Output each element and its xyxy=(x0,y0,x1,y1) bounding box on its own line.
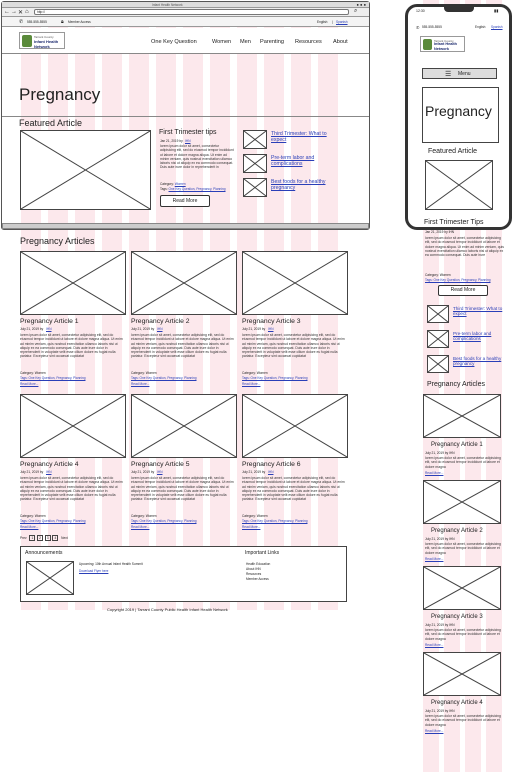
mobile-article-date: July 21, 2019 by IHN xyxy=(425,537,455,541)
phone-number[interactable]: 555-555-5555 xyxy=(27,20,47,24)
article-title[interactable]: Pregnancy Article 6 xyxy=(242,461,301,468)
mobile-article-body: lorem ipsum dolor sit amet, consectetur adipisicing elit, sed do eiusmod tempor incididunt ut labore et dolore magna xyxy=(425,456,501,469)
important-link-member-access[interactable]: Member Access xyxy=(246,577,269,581)
article-card xyxy=(131,394,237,530)
article-image xyxy=(242,251,348,315)
side-thumb-1 xyxy=(243,130,267,149)
read-more-label: Read More xyxy=(172,198,198,204)
article-category: Category: Women xyxy=(20,514,46,518)
mobile-lang-english[interactable]: English xyxy=(475,25,486,29)
article-tags[interactable]: Tags: One Key Question, Pregnancy, Planning xyxy=(242,376,308,380)
featured-date: Jan 21, 2019 by xyxy=(160,139,183,143)
article-card xyxy=(242,251,348,387)
mobile-article-body: lorem ipsum dolor sit amet, consectetur adipisicing elit, sed do eiusmod tempor incididunt ut labore et dolore magna xyxy=(425,628,501,641)
nav-about[interactable]: About xyxy=(333,39,348,45)
nav-men[interactable]: Men xyxy=(240,39,251,45)
mobile-article-read-more[interactable]: Read More... xyxy=(425,643,444,647)
logo-mark-icon xyxy=(22,35,32,47)
side-thumb-2 xyxy=(243,154,267,173)
article-date: July 21, 2019 by xyxy=(242,327,266,331)
mobile-article-card xyxy=(423,480,503,564)
mobile-side-thumb-1 xyxy=(427,305,449,323)
lang-english[interactable]: English xyxy=(317,20,328,24)
mobile-logo-line3: Network xyxy=(434,47,449,51)
browser-title: Infant Health Network xyxy=(152,3,183,7)
mobile-read-more-button[interactable] xyxy=(438,285,488,296)
article-date: July 21, 2019 by xyxy=(20,470,44,474)
article-tags[interactable]: Tags: One Key Question, Pregnancy, Planning xyxy=(20,519,86,523)
mobile-articles-heading: Pregnancy Articles xyxy=(427,381,485,388)
article-author[interactable]: IHN xyxy=(268,470,274,474)
status-time: 12:30 xyxy=(416,9,425,13)
article-body: lorem ipsum dolor sit amet, consectetur adipisicing elit, sed do eiusmod tempor incididunt ut labore et dolore magna aliqua. Ut enim ad minim veniam, quis nostrud exercitation ullamco laboris nisi ut aliquip ex ea commodo consequat. Duis aute irure dolor in reprehenderit in voluptate velit esse cillum dolore eu fugiat nulla pariatur. Excepteur sint occaecat cupidatat xyxy=(131,476,234,502)
article-card xyxy=(131,251,237,387)
article-image xyxy=(131,394,237,458)
mobile-article-date: July 21, 2019 by IHN xyxy=(425,623,455,627)
article-card xyxy=(242,394,348,530)
site-logo[interactable] xyxy=(19,32,65,49)
member-access-link[interactable]: Member Access xyxy=(68,20,91,24)
article-tags[interactable]: Tags: One Key Question, Pregnancy, Planning xyxy=(20,376,86,380)
article-read-more[interactable]: Read More... xyxy=(242,525,261,529)
mobile-hero xyxy=(422,87,499,143)
pagination-prev[interactable]: Prev xyxy=(20,536,27,540)
article-image xyxy=(131,251,237,315)
mobile-article-image xyxy=(423,652,501,696)
footer-panel xyxy=(20,546,347,602)
article-tags[interactable]: Tags: One Key Question, Pregnancy, Planning xyxy=(242,519,308,523)
mobile-first-category: Category: Women xyxy=(425,273,451,277)
article-author[interactable]: IHN xyxy=(157,470,163,474)
important-link-about[interactable]: About IHN xyxy=(246,567,261,571)
nav-one-key-question[interactable]: One Key Question xyxy=(151,39,197,45)
nav-resources[interactable]: Resources xyxy=(295,39,322,45)
article-read-more[interactable]: Read More... xyxy=(131,382,150,386)
article-author[interactable]: IHN xyxy=(268,327,274,331)
pagination-page-4[interactable]: 4 xyxy=(54,536,57,540)
lang-separator: | xyxy=(332,20,333,24)
home-icon[interactable]: ⌂ xyxy=(25,9,29,15)
mobile-side-link-2[interactable]: Pre-term labor and complications xyxy=(453,331,492,342)
article-date: July 21, 2019 by xyxy=(20,327,44,331)
mobile-side-thumb-3 xyxy=(427,355,449,373)
mobile-article-read-more[interactable]: Read More... xyxy=(425,557,444,561)
pagination-page-2[interactable]: 2 xyxy=(39,536,41,540)
lock-icon: 🔒︎ xyxy=(61,19,64,25)
featured-author[interactable]: IHN xyxy=(185,139,191,143)
article-read-more[interactable]: Read More... xyxy=(20,382,39,386)
important-links-heading: Important Links xyxy=(245,550,280,556)
address-bar[interactable] xyxy=(34,9,349,15)
article-title[interactable]: Pregnancy Article 4 xyxy=(20,461,79,468)
logo-line2: Infant Health xyxy=(34,39,59,44)
mobile-page-title: Pregnancy xyxy=(425,103,492,119)
article-author[interactable]: IHN xyxy=(157,327,163,331)
side-thumb-3 xyxy=(243,178,267,197)
article-body: lorem ipsum dolor sit amet, consectetur adipisicing elit, sed do eiusmod tempor incididunt ut labore et dolore magna aliqua. Ut enim ad minim veniam, quis nostrud exercitation ullamco laboris nisi ut aliquip ex ea commodo consequat. Duis aute irure dolor in reprehenderit in voluptate velit esse cillum dolore eu fugiat nulla pariatur. Excepteur sint occaecat cupidatat xyxy=(20,476,123,502)
important-link-resources[interactable]: Resources xyxy=(246,572,262,576)
article-image xyxy=(20,394,126,458)
menu-label: Menu xyxy=(458,71,471,77)
mobile-article-card xyxy=(423,394,503,478)
article-category: Category: Women xyxy=(242,514,268,518)
mobile-side-link-3[interactable]: Best foods for a healthy pregnancy xyxy=(453,356,502,367)
horizontal-scrollbar[interactable] xyxy=(2,223,369,229)
article-date: July 21, 2019 by xyxy=(242,470,266,474)
article-category: Category: Women xyxy=(20,371,46,375)
article-title[interactable]: Pregnancy Article 2 xyxy=(131,318,190,325)
mobile-featured-image xyxy=(425,160,493,210)
article-body: lorem ipsum dolor sit amet, consectetur adipisicing elit, sed do eiusmod tempor incididunt ut labore et dolore magna aliqua. Ut enim ad minim veniam, quis nostrud exercitation ullamco laboris nisi ut aliquip ex ea commodo consequat. Duis aute irure dolor in reprehenderit in voluptate velit esse cillum dolore eu fugiat nulla pariatur. Excepteur sint occaecat cupidatat xyxy=(131,333,234,359)
utility-bar xyxy=(2,17,369,27)
article-tags[interactable]: Tags: One Key Question, Pregnancy, Planning xyxy=(131,376,197,380)
featured-category-label: Category: xyxy=(160,182,174,186)
announcement-image xyxy=(26,561,74,595)
article-tags[interactable]: Tags: One Key Question, Pregnancy, Planning xyxy=(131,519,197,523)
article-date: July 21, 2019 by xyxy=(131,327,155,331)
nav-women[interactable]: Women xyxy=(212,39,232,45)
phone-icon: ✆ xyxy=(19,19,24,25)
mobile-logo-line2: Infant Health xyxy=(434,42,457,46)
article-category: Category: Women xyxy=(131,371,157,375)
logo-line3: Network xyxy=(34,44,50,49)
battery-icon: ▮▮ xyxy=(494,8,499,13)
phone-notch xyxy=(444,6,474,12)
window-dots-icon[interactable]: ● ● ● xyxy=(356,2,366,7)
article-card xyxy=(20,394,126,530)
mobile-article-title[interactable]: Pregnancy Article 1 xyxy=(431,442,483,448)
mobile-first-date: Jan 21, 2019 by IHN xyxy=(425,230,455,234)
article-author[interactable]: IHN xyxy=(46,327,52,331)
hamburger-icon: ☰ xyxy=(445,71,452,78)
copyright: Copyright 2019 | Tarrant County Public Health Infant Health Network xyxy=(107,607,228,612)
pagination-page-1[interactable]: 1 xyxy=(31,536,34,540)
site-header xyxy=(2,28,369,54)
lang-spanish[interactable]: Spanish xyxy=(336,20,348,24)
pagination-page-3[interactable]: 3 xyxy=(46,536,49,540)
back-icon[interactable]: ← xyxy=(4,9,10,15)
mobile-utility-bar xyxy=(412,24,507,32)
phone-frame xyxy=(405,4,512,230)
side-link-3[interactable]: Best foods for a healthy pregnancy xyxy=(271,179,326,191)
mobile-side-link-1[interactable]: Third Trimester: What to expect xyxy=(453,306,503,317)
featured-tags-links[interactable]: One Key Question, Pregnancy, Planning xyxy=(168,187,226,191)
article-title[interactable]: Pregnancy Article 1 xyxy=(20,318,79,325)
mobile-article-title[interactable]: Pregnancy Article 2 xyxy=(431,528,483,534)
article-card xyxy=(20,251,126,387)
mobile-phone-number[interactable]: 555-555-5555 xyxy=(422,25,442,29)
featured-category-link[interactable]: Women xyxy=(174,182,186,186)
featured-body: lorem ipsum dolor sit amet, consectetur adipisicing elit, sed do eiusmod tempor incididunt ut labore et dolore magna aliqua. Ut enim ad minim veniam, quis nostrud exercitation ullamco laboris nisi ut aliquip ex ea commodo consequat. Duis aute irure dolor in reprehenderit in xyxy=(160,144,234,170)
mobile-logo-line1: Tarrant County xyxy=(434,39,454,43)
article-title[interactable]: Pregnancy Article 5 xyxy=(131,461,190,468)
mobile-featured-heading: Featured Article xyxy=(428,148,478,155)
featured-tags-label: Tags: xyxy=(160,187,168,191)
article-body: lorem ipsum dolor sit amet, consectetur adipisicing elit, sed do eiusmod tempor incididunt ut labore et dolore magna aliqua. Ut enim ad minim veniam, quis nostrud exercitation ullamco laboris nisi ut aliquip ex ea commodo consequat. Duis aute irure dolor in reprehenderit in voluptate velit esse cillum dolore eu fugiat nulla pariatur. Excepteur sint occaecat cupidatat xyxy=(20,333,123,359)
side-link-1[interactable]: Third Trimester: What to expect xyxy=(271,131,327,143)
pagination-next[interactable]: Next xyxy=(61,536,68,540)
mobile-layout xyxy=(403,0,516,772)
mobile-read-more-label: Read More xyxy=(450,287,476,293)
address-text: http:// xyxy=(37,10,45,14)
articles-heading: Pregnancy Articles xyxy=(20,236,95,246)
article-category: Category: Women xyxy=(131,514,157,518)
important-link-health-education[interactable]: Health Education xyxy=(246,562,271,566)
mobile-article-read-more[interactable]: Read More... xyxy=(425,471,444,475)
mobile-article-date: July 21, 2019 by IHN xyxy=(425,451,455,455)
mobile-article-card xyxy=(423,566,503,650)
page-title: Pregnancy xyxy=(19,85,101,104)
hero-banner xyxy=(2,55,369,117)
article-read-more[interactable]: Read More... xyxy=(242,382,261,386)
side-link-2[interactable]: Pre-term labor and complications xyxy=(271,155,315,167)
announcement-download-link[interactable]: Download Flyer here xyxy=(79,569,109,573)
article-date: July 21, 2019 by xyxy=(131,470,155,474)
article-image xyxy=(242,394,348,458)
article-author[interactable]: IHN xyxy=(46,470,52,474)
featured-title[interactable]: First Trimester tips xyxy=(159,129,217,136)
mobile-logo[interactable] xyxy=(420,36,465,52)
mobile-article-date: July 21, 2019 by IHN xyxy=(425,709,455,713)
mobile-article-card xyxy=(423,652,503,736)
mobile-article-image xyxy=(423,480,501,524)
mobile-logo-mark-icon xyxy=(423,39,432,50)
search-icon[interactable]: ⌕ xyxy=(354,8,358,14)
featured-read-more-button[interactable] xyxy=(160,195,210,207)
mobile-phone-icon: ✆ xyxy=(416,25,420,30)
mobile-article-body: lorem ipsum dolor sit amet, consectetur adipisicing elit, sed do eiusmod tempor incididunt ut labore et dolore magna xyxy=(425,542,501,555)
article-read-more[interactable]: Read More... xyxy=(131,525,150,529)
article-title[interactable]: Pregnancy Article 3 xyxy=(242,318,301,325)
mobile-article-title[interactable]: Pregnancy Article 3 xyxy=(431,614,483,620)
close-icon[interactable]: ✕ xyxy=(18,10,24,16)
featured-image xyxy=(20,130,151,210)
mobile-first-title[interactable]: First Trimester Tips xyxy=(424,219,484,226)
browser-toolbar xyxy=(2,8,369,17)
mobile-first-body: lorem ipsum dolor sit amet, consectetur adipisicing elit, sed do eiusmod tempor incididunt ut labore et dolore magna aliqua. Ut enim ad minim veniam, quis nostrud exercitation ullamco laboris nisi ut aliquip ex ea commodo consequat. Duis aute irure xyxy=(425,236,504,258)
mobile-first-tags[interactable]: Tags: One Key Question, Pregnancy, Planning xyxy=(425,278,491,282)
featured-heading: Featured Article xyxy=(19,118,83,128)
mobile-article-image xyxy=(423,394,501,438)
pagination xyxy=(20,536,68,540)
announcements-heading: Announcements xyxy=(25,550,63,556)
article-image xyxy=(20,251,126,315)
nav-parenting[interactable]: Parenting xyxy=(260,39,284,45)
article-category: Category: Women xyxy=(242,371,268,375)
mobile-article-read-more[interactable]: Read More... xyxy=(425,729,444,733)
featured-category xyxy=(160,182,186,186)
article-body: lorem ipsum dolor sit amet, consectetur adipisicing elit, sed do eiusmod tempor incididunt ut labore et dolore magna aliqua. Ut enim ad minim veniam, quis nostrud exercitation ullamco laboris nisi ut aliquip ex ea commodo consequat. Duis aute irure dolor in reprehenderit in voluptate velit esse cillum dolore eu fugiat nulla pariatur. Excepteur sint occaecat cupidatat xyxy=(242,476,345,502)
mobile-side-thumb-2 xyxy=(427,330,449,348)
article-read-more[interactable]: Read More... xyxy=(20,525,39,529)
mobile-menu-button[interactable] xyxy=(422,68,497,79)
article-body: lorem ipsum dolor sit amet, consectetur adipisicing elit, sed do eiusmod tempor incididunt ut labore et dolore magna aliqua. Ut enim ad minim veniam, quis nostrud exercitation ullamco laboris nisi ut aliquip ex ea commodo consequat. Duis aute irure dolor in reprehenderit in voluptate velit esse cillum dolore eu fugiat nulla pariatur. Excepteur sint occaecat cupidatat xyxy=(242,333,345,359)
mobile-lang-spanish[interactable]: Spanish xyxy=(491,25,503,29)
mobile-article-title[interactable]: Pregnancy Article 4 xyxy=(431,700,483,706)
featured-tags xyxy=(160,187,226,191)
forward-icon[interactable]: → xyxy=(11,9,17,15)
mobile-article-body: lorem ipsum dolor sit amet, consectetur adipisicing elit, sed do eiusmod tempor incididunt ut labore et dolore magna xyxy=(425,714,501,727)
logo-line1: Tarrant County xyxy=(34,35,54,39)
mobile-article-image xyxy=(423,566,501,610)
announcement-text: Upcoming: 10th Annual Infant Health Summit xyxy=(79,562,143,566)
